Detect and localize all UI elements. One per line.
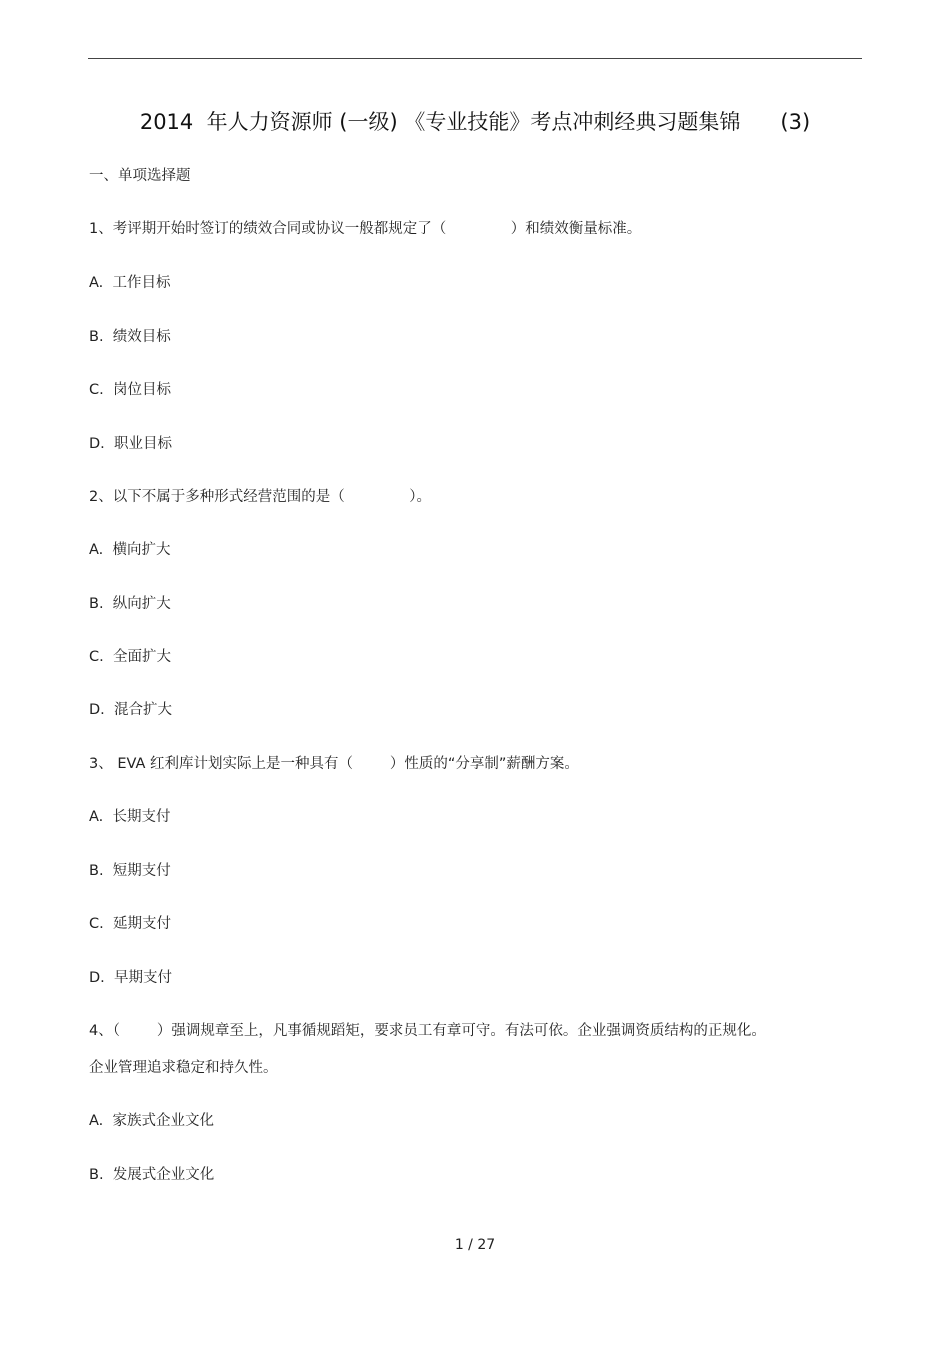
- option-a: A. 横向扩大: [89, 542, 171, 558]
- option-b: B. 发展式企业文化: [89, 1167, 215, 1183]
- option-a: A. 长期支付: [89, 809, 171, 825]
- option-b: B. 短期支付: [89, 863, 171, 879]
- option-c: C. 延期支付: [89, 916, 171, 932]
- option-d: D. 早期支付: [89, 970, 172, 986]
- option-b: B. 绩效目标: [89, 329, 171, 345]
- option-c: C. 岗位目标: [89, 382, 171, 398]
- question-stem: 3、 EVA 红利库计划实际上是一种具有（ ）性质的“分享制”薪酬方案。: [89, 756, 579, 772]
- page-number: 1 / 27: [454, 1237, 496, 1253]
- section-heading: 一、单项选择题: [89, 168, 191, 184]
- option-d: D. 混合扩大: [89, 702, 172, 718]
- question-stem: 4、（ ）强调规章至上，凡事循规蹈矩，要求员工有章可守。有法可依。企业强调资质结构的正规化。: [89, 1023, 766, 1039]
- option-a: A. 家族式企业文化: [89, 1113, 214, 1129]
- document-title: 2014 年人力资源师 (一级) 《专业技能》考点冲刺经典习题集锦 (3): [139, 110, 811, 134]
- option-c: C. 全面扩大: [89, 649, 171, 665]
- question-stem-continued: 企业管理追求稳定和持久性。: [89, 1060, 278, 1076]
- question-stem: 1、考评期开始时签订的绩效合同或协议一般都规定了（ ）和绩效衡量标准。: [89, 221, 642, 237]
- option-d: D. 职业目标: [89, 436, 172, 452]
- question-stem: 2、以下不属于多种形式经营范围的是（ ）。: [89, 489, 432, 505]
- option-b: B. 纵向扩大: [89, 596, 171, 612]
- header-rule: [88, 58, 862, 59]
- option-a: A. 工作目标: [89, 275, 171, 291]
